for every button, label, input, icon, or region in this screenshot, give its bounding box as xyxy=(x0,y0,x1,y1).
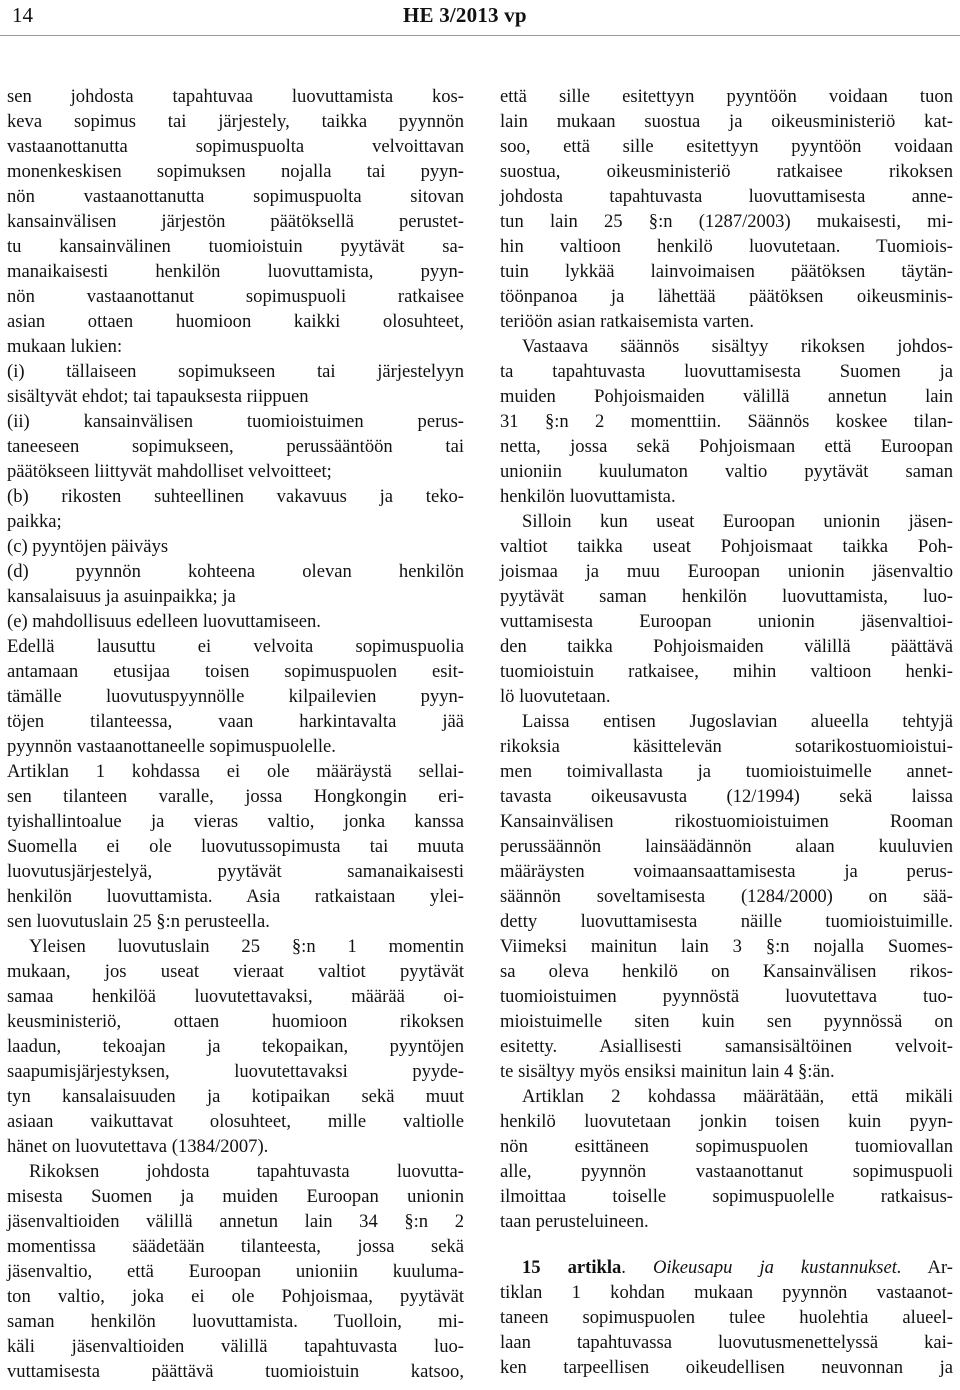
text-line: nön esittäneen sopimuspuolen tuomiovallan xyxy=(500,1136,953,1157)
article-first-line-rest: Ar- xyxy=(901,1257,953,1278)
article-number: 15 artikla xyxy=(522,1257,622,1278)
text-line: samaa henkilöä luovutettavaksi, määrää oi- xyxy=(7,986,464,1007)
right-column-body xyxy=(500,84,953,1234)
text-line: määräysten voimaansaattamisesta ja perus- xyxy=(500,861,953,882)
paragraph-gap xyxy=(500,1234,953,1255)
text-line: nön vastaanottanut sopimuspuoli ratkaisee xyxy=(7,286,464,307)
text-line: den taikka Pohjoismaiden välillä päättävä xyxy=(500,636,953,657)
text-line: tyishallintoalue ja vieras valtio, jonka kanssa xyxy=(7,811,464,832)
text-line: Silloin kun useat Euroopan unionin jäsen- xyxy=(522,511,953,532)
text-line: teriöön asian ratkaisemista varten. xyxy=(500,311,755,332)
text-line: Vastaava säännös sisältyy rikoksen johdos- xyxy=(522,336,953,357)
text-line: (e) mahdollisuus edelleen luovuttamiseen. xyxy=(7,611,321,632)
text-line: te sisältyy myös ensiksi mainitun lain 4 §:än. xyxy=(500,1061,835,1082)
text-line: hänet on luovutettava (1384/2007). xyxy=(7,1136,269,1157)
text-line: sisältyvät ehdot; tai tapauksesta riippuen xyxy=(7,386,309,407)
text-line: (b) rikosten suhteellinen vakavuus ja teko- xyxy=(7,486,464,507)
text-line: lö luovutetaan. xyxy=(500,686,611,707)
text-line: alle, pyynnön vastaanottanut sopimuspuoli xyxy=(500,1161,953,1182)
text-line: (d) pyynnön kohteena olevan henkilön xyxy=(7,561,464,582)
text-line: ilmoittaa toiselle sopimuspuolelle ratkaisus- xyxy=(500,1186,953,1207)
text-line: Viimeksi mainitun lain 3 §:n nojalla Suomes- xyxy=(500,936,953,957)
text-line: (i) tällaiseen sopimukseen tai järjestelyyn xyxy=(7,361,464,382)
text-line: vuttamisesta päättävä tuomioistuin katsoo, xyxy=(7,1361,464,1382)
text-line: pyytävät saman henkilön luovuttamista, luo- xyxy=(500,586,953,607)
text-line: kansainvälisen järjestön päätöksellä perustet- xyxy=(7,211,464,232)
text-line: henkilön luovuttamista. Asia ratkaistaan ylei- xyxy=(7,886,464,907)
text-line: paikka; xyxy=(7,511,62,532)
text-line: Yleisen luovutuslain 25 §:n 1 momentin xyxy=(29,936,464,957)
text-line: tuomioistuimen pyynnöstä luovutettava tuo- xyxy=(500,986,953,1007)
text-line: tyn kansalaisuuden ja kotipaikan sekä muut xyxy=(7,1086,464,1107)
text-line: jäsenvaltioiden välillä annetun lain 34 §:n 2 xyxy=(7,1211,464,1232)
text-line: ken tarpeellisen oikeudellisen neuvonnan ja xyxy=(500,1357,953,1378)
text-line: sen johdosta tapahtuvaa luovuttamista kos- xyxy=(7,86,464,107)
text-line: manaikaisesti henkilön luovuttamista, pyyn- xyxy=(7,261,464,282)
text-line: päätökseen liittyvät mahdolliset velvoitteet; xyxy=(7,461,332,482)
text-line: (ii) kansainvälisen tuomioistuimen perus- xyxy=(7,411,464,432)
text-line: nön vastaanottanutta sopimuspuolta sitovan xyxy=(7,186,464,207)
text-line: men toimivallasta ja tuomioistuimelle annet- xyxy=(500,761,953,782)
text-line: henkilön luovuttamista. xyxy=(500,486,676,507)
text-line: ta tapahtuvasta luovuttamisesta Suomen ja xyxy=(500,361,953,382)
text-line: että sille esitettyyn pyyntöön voidaan tuon xyxy=(500,86,953,107)
text-line: keva sopimus tai järjestely, taikka pyynnön xyxy=(7,111,464,132)
text-line: saapumisjärjestyksen, luovutettavaksi pyyde- xyxy=(7,1061,464,1082)
text-line: tiklan 1 kohdan mukaan pyynnön vastaanot- xyxy=(500,1282,953,1303)
text-line: hin valtioon henkilö luovutetaan. Tuomiois- xyxy=(500,236,953,257)
text-line: joismaa ja muu Euroopan unionin jäsenvaltio xyxy=(500,561,953,582)
text-line: 31 §:n 2 momenttiin. Säännös koskee tilan- xyxy=(500,411,953,432)
text-line: perussäännön lainsäädännön alaan kuuluvien xyxy=(500,836,953,857)
text-line: (c) pyyntöjen päiväys xyxy=(7,536,169,557)
text-line: pyynnön vastaanottaneelle sopimuspuolelle. xyxy=(7,736,336,757)
text-line: sen tilanteen varalle, jossa Hongkongin eri- xyxy=(7,786,464,807)
text-line: Edellä lausuttu ei velvoita sopimuspuolia xyxy=(7,636,464,657)
text-line: taneen sopimuspuolen tulee huolehtia alueel- xyxy=(500,1307,953,1328)
text-line: mioistuimelle siten kuin sen pyynnössä on xyxy=(500,1011,953,1032)
text-line: detty luovuttamisesta näille tuomioistuimille. xyxy=(500,911,953,932)
text-line: misesta Suomen ja muiden Euroopan unionin xyxy=(7,1186,464,1207)
text-line: tämälle luovutuspyynnölle kilpailevien pyyn- xyxy=(7,686,464,707)
text-line: Suomella ei ole luovutussopimusta tai muuta xyxy=(7,836,464,857)
text-line: suostua, oikeusministeriö ratkaisee rikoksen xyxy=(500,161,953,182)
page-number: 14 xyxy=(12,3,33,27)
text-line: laadun, tekoajan ja tekopaikan, pyyntöjen xyxy=(7,1036,464,1057)
text-line: tuin lykkää lainvoimaisen päätöksen täytän- xyxy=(500,261,953,282)
page-header xyxy=(0,0,960,38)
text-line: monenkeskisen sopimuksen nojalla tai pyyn- xyxy=(7,161,464,182)
right-column-article-body xyxy=(500,1280,953,1380)
text-line: luovutusjärjestelyä, pyytävät samanaikaisesti xyxy=(7,861,464,882)
text-line: momentissa säädetään tilanteesta, jossa sekä xyxy=(7,1236,464,1257)
text-line: laan tapahtuvassa luovutusmenettelyssä kai- xyxy=(500,1332,953,1353)
text-line: rikoksia käsittelevän sotarikostuomioistui- xyxy=(500,736,953,757)
text-line: Rikoksen johdosta tapahtuvasta luovutta- xyxy=(29,1161,464,1182)
text-line: soo, että sille esitettyyn pyyntöön voidaan xyxy=(500,136,953,157)
text-line: saman henkilön luovuttamista. Tuolloin, mi- xyxy=(7,1311,464,1332)
text-line: antamaan etusijaa toisen sopimuspuolen esit- xyxy=(7,661,464,682)
text-line: asiaan vaikuttavat olosuhteet, mille valtiolle xyxy=(7,1111,464,1132)
text-line: henkilö luovutetaan jonkin toisen kuin pyyn- xyxy=(500,1111,953,1132)
text-line: netta, jossa sekä Pohjoismaan että Euroopan xyxy=(500,436,953,457)
text-line: tavasta oikeusavusta (12/1994) sekä laissa xyxy=(500,786,953,807)
text-line: jäsenvaltio, että Euroopan unioniin kuuluma- xyxy=(7,1261,464,1282)
text-line: säännön soveltamisesta (1284/2000) on sää- xyxy=(500,886,953,907)
right-column xyxy=(500,84,953,1380)
text-line: Artiklan 2 kohdassa määrätään, että mikäli xyxy=(522,1086,953,1107)
left-column xyxy=(7,84,464,1384)
text-line: töjen tilanteessa, vaan harkintavalta jää xyxy=(7,711,464,732)
text-line: Laissa entisen Jugoslavian alueella tehtyjä xyxy=(522,711,953,732)
text-line: muiden Pohjoismaiden välillä annetun lain xyxy=(500,386,953,407)
text-line: tuomioistuin ratkaisee, mihin valtioon henki- xyxy=(500,661,953,682)
text-line: tun lain 25 §:n (1287/2003) mukaisesti, mi- xyxy=(500,211,953,232)
text-line: sen luovutuslain 25 §:n perusteella. xyxy=(7,911,270,932)
text-line: töönpanoa ja lähettää päätöksen oikeusminis- xyxy=(500,286,953,307)
text-line: lain mukaan suostua ja oikeusministeriö kat- xyxy=(500,111,953,132)
text-line: taan perusteluineen. xyxy=(500,1211,649,1232)
text-line: käli jäsenvaltioiden välillä tapahtuvasta luo- xyxy=(7,1336,464,1357)
text-line: keusministeriö, ottaen huomioon rikoksen xyxy=(7,1011,464,1032)
text-line: johdosta tapahtuvasta luovuttamisesta anne- xyxy=(500,186,953,207)
document-id: HE 3/2013 vp xyxy=(403,3,527,27)
text-line: tu kansainvälinen tuomioistuin pyytävät sa- xyxy=(7,236,464,257)
text-line: mukaan, jos useat vieraat valtiot pyytävät xyxy=(7,961,464,982)
article-heading xyxy=(500,1255,953,1280)
text-line: ton valtio, joka ei ole Pohjoismaa, pyytävät xyxy=(7,1286,464,1307)
text-line: unioniin kuulumaton valtio pyytävät saman xyxy=(500,461,953,482)
article-separator: . xyxy=(621,1257,653,1278)
text-line: Kansainvälisen rikostuomioistuimen Rooman xyxy=(500,811,953,832)
text-line: asian ottaen huomioon kaikki olosuhteet, xyxy=(7,311,464,332)
text-line: esitetty. Asiallisesti samansisältöinen velvoit- xyxy=(500,1036,953,1057)
text-line: taneeseen sopimukseen, perussääntöön tai xyxy=(7,436,464,457)
article-title: Oikeusapu ja kustannukset. xyxy=(652,1257,902,1278)
header-rule xyxy=(0,35,960,36)
text-line: vuttamisesta Euroopan unionin jäsenvaltioi- xyxy=(500,611,953,632)
text-line: mukaan lukien: xyxy=(7,336,123,357)
text-line: kansalaisuus ja asuinpaikka; ja xyxy=(7,586,236,607)
text-line: vastaanottanutta sopimuspuolta velvoittavan xyxy=(7,136,464,157)
text-line: valtiot taikka useat Pohjoismaat taikka Poh- xyxy=(500,536,953,557)
text-line: Artiklan 1 kohdassa ei ole määräystä sellai- xyxy=(7,761,464,782)
text-line: sa oleva henkilö on Kansainvälisen rikos- xyxy=(500,961,953,982)
